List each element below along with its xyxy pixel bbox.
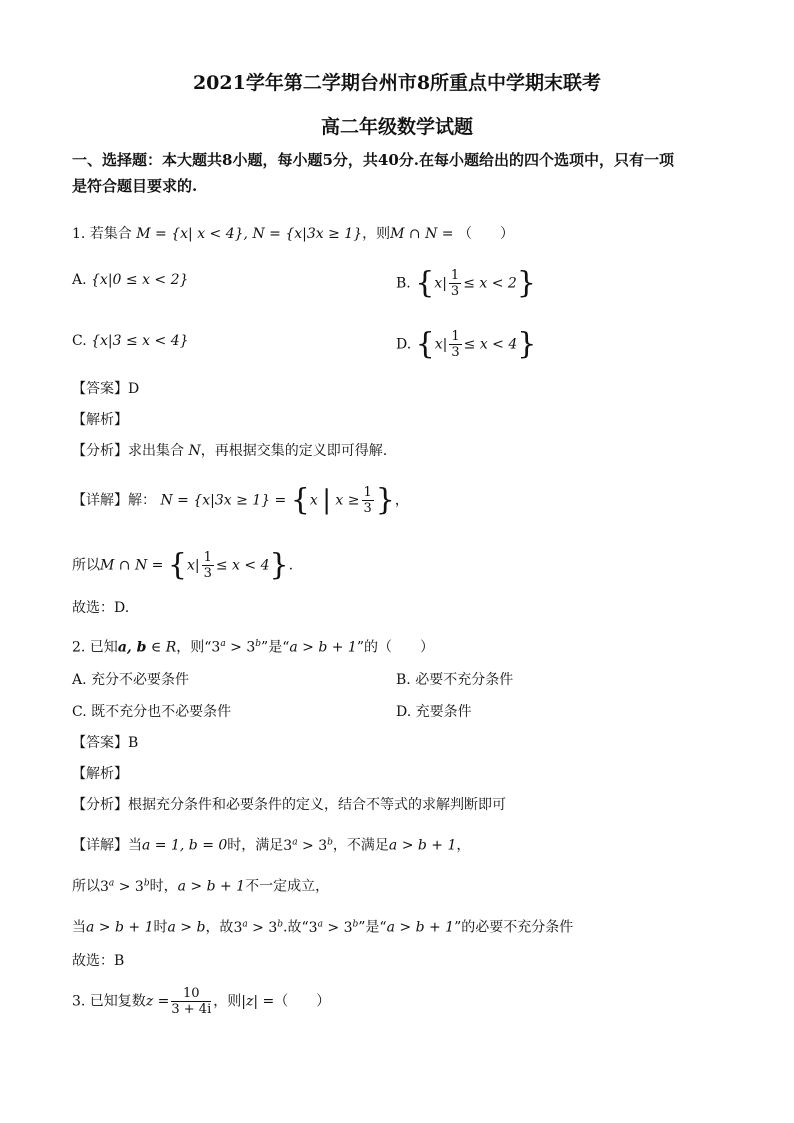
q1-option-c-text: {x|3 ≤ x < 4} (91, 333, 189, 349)
q2-suffix: ”的（ ） (356, 639, 435, 656)
q1-so-post: ≤ x < 4 (215, 557, 270, 574)
q3-mid: ，则 (213, 993, 242, 1010)
q1-option-b-brace-open: { (415, 265, 435, 301)
q1-answer-value: D (128, 381, 140, 397)
q1-so-frac (202, 550, 214, 581)
q2-analysis-tag: 【解析】 (72, 766, 128, 782)
q3-stem (72, 986, 330, 1017)
q1-fenxi-b: ，再根据交集的定义即可得解. (200, 443, 388, 459)
q1-option-d-pre: x| (434, 336, 448, 353)
q2-d2-d: 不一定成立， (245, 878, 330, 895)
q3-prefix: 3. 已知复数 (72, 993, 146, 1010)
q3-paren: （ ） (274, 993, 331, 1010)
q1-fenxi (72, 441, 387, 461)
q2-d1-d: a > b + 1 (388, 837, 457, 854)
q1-option-b-pre: x| (434, 275, 447, 292)
q3-num: 10 (171, 986, 211, 1002)
q2-vars: a, b (117, 639, 147, 656)
q2-cond1-gt: > 3 (225, 639, 256, 656)
q2-detail-line3 (72, 914, 573, 938)
q2-d3-a: 当 (72, 919, 86, 936)
q1-detail-set-mid: x ≥ (335, 492, 360, 509)
q2-d1-c: ，不满足 (332, 837, 389, 854)
q2-prefix: 2. 已知 (72, 639, 118, 656)
q2-fenxi (72, 795, 506, 815)
q2-d1-a: 当 (128, 837, 142, 854)
q1-so-a: 所以 (72, 557, 100, 574)
q1-option-d-num: 1 (451, 329, 460, 344)
q2-d1-sup-b: b (327, 837, 333, 847)
q2-set-r: R (165, 639, 177, 656)
exam-subtitle: 高二年级数学试题 (320, 116, 473, 138)
q2-d2-sup-b: b (143, 878, 150, 888)
q1-detail-eq1: N = {x|3x ≥ 1} = (160, 492, 287, 509)
q1-so-end: . (288, 557, 294, 574)
q2-in: ∈ (150, 639, 162, 656)
q1-option-b-brace-close: } (516, 265, 536, 301)
q2-option-b: B. 必要不充分条件 (396, 672, 514, 688)
q2-answer (72, 733, 138, 753)
q1-so-eq: M ∩ N = (100, 557, 164, 574)
q1-so (72, 547, 294, 583)
q2-cond1-sup2: b (255, 639, 262, 649)
q2-d2-sup-a: a (108, 878, 115, 888)
exam-title: 2021学年第二学期台州市8所重点中学期末联考 (192, 72, 602, 94)
q2-d2-a: 所以 (72, 878, 100, 895)
section-heading-line2: 是符合题目要求的. (72, 177, 198, 195)
q1-so-brace-close: } (269, 547, 289, 583)
q1-so-den: 3 (203, 566, 212, 581)
q1-answer-tag: 【答案】 (72, 381, 128, 397)
q1-detail-num: 1 (363, 485, 372, 500)
q1-set-n: , N = {x|3x ≥ 1} (243, 226, 363, 242)
q2-d3-b: a > b + 1 (86, 919, 154, 936)
q1-option-b-den: 3 (450, 284, 460, 299)
q1-option-d-brace-close: } (517, 326, 537, 362)
q2-cond2: a > b + 1 (289, 639, 357, 656)
q2-d3-f: .故“ (283, 919, 309, 936)
q3-z: z = (145, 993, 170, 1010)
q2-option-c: C. 既不充分也不必要条件 (72, 704, 232, 720)
q2-d3-ineq2: $3^a > 3^b$ (308, 919, 359, 936)
q1-detail (72, 482, 409, 518)
q1-prefix: 1. 若集合 (72, 226, 132, 242)
q2-mid: ，则“ (176, 639, 212, 656)
q2-d3-c: 时 (153, 919, 168, 936)
q2-d1-e: ， (456, 837, 471, 854)
q2-d3-i: ”的必要不充分条件 (454, 919, 574, 936)
q1-set-m: M = {x| x < 4} (136, 226, 244, 242)
q1-paren: （ ） (457, 226, 514, 242)
q1-option-d-den: 3 (451, 345, 460, 360)
q2-detail-line2 (72, 873, 329, 897)
q1-option-d-brace-open: { (415, 326, 435, 362)
q2-d2-b: 时， (149, 878, 178, 895)
q2-d2-ineq: $3^a > 3^b$ (100, 878, 150, 895)
q1-stem (72, 224, 514, 244)
q1-detail-brace-close: } (375, 482, 395, 518)
q1-option-c (72, 331, 189, 351)
q2-d3-d: a > b (167, 919, 206, 936)
section-heading-line1: 一、选择题：本大题共8小题，每小题5分，共40分.在每小题给出的四个选项中，只有一项 (72, 151, 674, 169)
q2-d1-ineq: $3^a > 3^b$ (283, 837, 333, 854)
q2-detail-tag: 【详解】 (72, 837, 128, 854)
q2-answer-value: B (128, 735, 139, 751)
q2-d1-eq: a = 1, b = 0 (142, 837, 228, 854)
q1-option-a (72, 270, 188, 290)
section-heading (72, 147, 732, 199)
q3-abs: |z| = (241, 993, 275, 1010)
q1-so-pre: x| (186, 557, 200, 574)
q1-option-d-label: D. (396, 336, 412, 353)
q3-frac (171, 986, 211, 1017)
q1-detail-tag: 【详解】 (72, 492, 128, 509)
q3-den: 3 + 4i (171, 1002, 212, 1017)
q1-detail-brace-open: { (290, 482, 310, 518)
q1-fenxi-tag: 【分析】 (72, 443, 128, 459)
q2-d3-g: ”是“ (358, 919, 387, 936)
q1-answer (72, 379, 139, 399)
q1-detail-frac (362, 485, 374, 516)
q2-d3-e: ，故 (205, 919, 234, 936)
q1-detail-a: 解： (128, 492, 156, 509)
q2-d3-h: a > b + 1 (386, 919, 455, 936)
q2-d1-sup-a: a (292, 837, 298, 847)
q1-detail-den: 3 (363, 501, 372, 516)
q2-d2-c: a > b + 1 (177, 878, 246, 895)
q1-analysis-tag: 【解析】 (72, 412, 128, 428)
q1-ask: M ∩ N = (390, 226, 454, 242)
q2-d3-sup-a: a (242, 919, 248, 929)
q1-option-b-post: ≤ x < 2 (463, 275, 517, 292)
q1-detail-bar: | (322, 485, 331, 516)
q1-option-a-text: {x|0 ≤ x < 2} (91, 272, 189, 288)
q1-option-d-post: ≤ x < 4 (463, 336, 518, 353)
q1-option-b-label: B. (396, 275, 411, 292)
q2-d3-sup-a2: a (317, 919, 323, 929)
q2-d3-sup-b2: b (352, 919, 359, 929)
q2-d3-ineq1: $3^a > 3^b$ (233, 919, 284, 936)
q1-option-b (396, 265, 536, 301)
q2-mid2: ”是“ (261, 639, 290, 656)
q1-option-b-num: 1 (450, 268, 460, 283)
q2-option-d: D. 充要条件 (396, 704, 472, 720)
q2-option-a: A. 充分不必要条件 (72, 672, 190, 688)
q2-cond1-base: 3 (211, 639, 221, 656)
q1-fenxi-var: N (188, 443, 201, 459)
q2-d3-sup-b: b (277, 919, 284, 929)
q2-stem (72, 634, 434, 658)
q2-d1-b: 时，满足 (227, 837, 284, 854)
q2-cond1-sup: a (220, 639, 226, 649)
q2-fenxi-text: 根据充分条件和必要条件的定义，结合不等式的求解判断即可 (128, 797, 506, 813)
q1-so-brace-open: { (167, 547, 187, 583)
q1-option-c-label: C. (72, 333, 87, 349)
q2-choose: 故选：B (72, 953, 125, 969)
q1-detail-end: ， (394, 492, 409, 509)
q1-option-b-frac (449, 268, 461, 299)
q1-detail-set-pre: x (309, 492, 318, 509)
q1-suffix: ，则 (362, 226, 391, 242)
q2-detail-line1 (72, 832, 470, 856)
q1-option-d-frac (449, 329, 461, 360)
q1-option-d (396, 326, 537, 362)
q1-option-a-label: A. (72, 272, 87, 288)
q1-so-num: 1 (203, 550, 212, 565)
q1-fenxi-a: 求出集合 (128, 443, 184, 459)
q2-fenxi-tag: 【分析】 (72, 797, 128, 813)
q1-choose: 故选：D. (72, 600, 130, 616)
q2-answer-tag: 【答案】 (72, 735, 128, 751)
